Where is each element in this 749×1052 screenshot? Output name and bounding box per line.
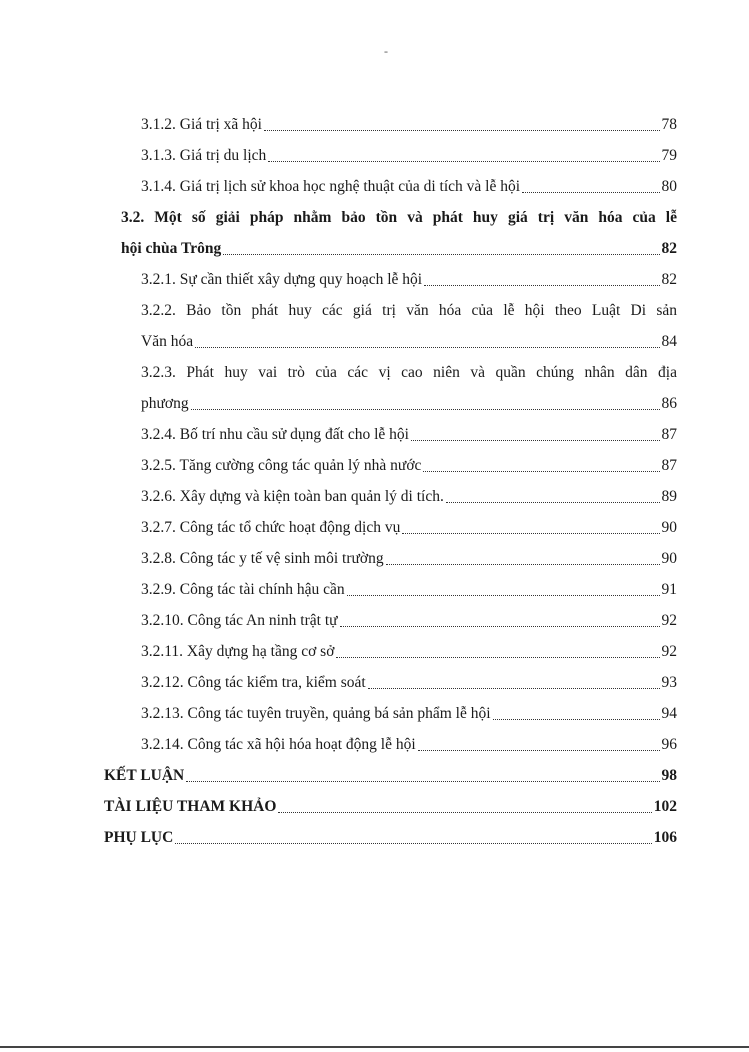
dot-leader: [347, 595, 660, 596]
toc-entry: [141, 514, 677, 542]
dot-leader: [368, 688, 660, 689]
toc-entry-page: 87: [661, 457, 677, 474]
toc-entry-page: 82: [661, 271, 677, 288]
toc-entry: [141, 266, 677, 294]
toc-entry-page: 84: [661, 333, 677, 350]
toc-entry-label: 3.1.3. Giá trị du lịch: [141, 147, 267, 164]
toc-entry-label: 3.2.14. Công tác xã hội hóa hoạt động lễ hội: [141, 736, 416, 753]
toc-entry-page: 79: [661, 147, 677, 164]
toc-entry: [141, 545, 677, 573]
toc-entry-label: hội chùa Trông: [121, 240, 222, 257]
toc-entry-page: 87: [661, 426, 677, 443]
toc-entry: [141, 421, 677, 449]
toc-entry-label: 3.2.3. Phát huy vai trò của các vị cao niên và quần chúng nhân dân địa: [141, 364, 677, 381]
dot-leader: [175, 843, 651, 844]
toc-entry: [141, 483, 677, 511]
toc-entry-label: TÀI LIỆU THAM KHẢO: [104, 798, 277, 815]
toc-entry-label: 3.2.4. Bố trí nhu cầu sử dụng đất cho lễ hội: [141, 426, 409, 443]
dot-leader: [278, 812, 651, 813]
toc-entry: [121, 235, 677, 263]
toc-entry-label: KẾT LUẬN: [104, 767, 185, 784]
toc-entry-label: 3.2.10. Công tác An ninh trật tự: [141, 612, 338, 629]
toc-entry-label: 3.2.1. Sự cần thiết xây dựng quy hoạch lễ hội: [141, 271, 423, 288]
dot-leader: [340, 626, 660, 627]
toc-entry: [141, 638, 677, 666]
dot-leader: [446, 502, 660, 503]
dot-leader: [264, 130, 660, 131]
dot-leader: [386, 564, 660, 565]
toc-entry: [141, 607, 677, 635]
toc-entry-label: 3.2.7. Công tác tổ chức hoạt động dịch vụ: [141, 519, 401, 536]
dot-leader: [268, 161, 659, 162]
toc-entry-label: phương: [141, 395, 189, 412]
toc-entry-label: 3.2. Một số giải pháp nhằm bảo tồn và phát huy giá trị văn hóa của lễ: [121, 209, 677, 226]
dot-leader: [336, 657, 659, 658]
toc-entry: [141, 452, 677, 480]
dot-leader: [195, 347, 659, 348]
toc-entry-label: 3.2.12. Công tác kiểm tra, kiểm soát: [141, 674, 366, 691]
toc-entry-label: 3.2.5. Tăng cường công tác quản lý nhà nước: [141, 457, 422, 474]
dot-leader: [493, 719, 660, 720]
toc-entry-label: PHỤ LỤC: [104, 829, 174, 846]
toc-entry: [141, 297, 677, 325]
dot-leader: [223, 254, 659, 255]
toc-entry-label: 3.2.11. Xây dựng hạ tầng cơ sở: [141, 643, 335, 660]
toc-entry: [141, 731, 677, 759]
dot-leader: [402, 533, 659, 534]
toc-entry-page: 90: [661, 519, 677, 536]
toc-entry: [141, 576, 677, 604]
toc-entry-label: 3.2.6. Xây dựng và kiện toàn ban quản lý di tích.: [141, 488, 444, 505]
toc-entry: [104, 793, 677, 821]
toc-entry-label: 3.2.2. Bảo tồn phát huy các giá trị văn hóa của lễ hội theo Luật Di sản: [141, 302, 677, 319]
toc-entry-page: 102: [653, 798, 677, 815]
toc-entry-page: 86: [661, 395, 677, 412]
toc-entry-page: 90: [661, 550, 677, 567]
dot-leader: [424, 285, 659, 286]
toc-entry-label: Văn hóa: [141, 333, 194, 350]
toc-entry: [141, 700, 677, 728]
toc-entry: [141, 142, 677, 170]
toc-entry-page: 89: [661, 488, 677, 505]
dot-leader: [191, 409, 660, 410]
toc-entry: [104, 762, 677, 790]
toc-entry: [141, 359, 677, 387]
toc-entry: [141, 390, 677, 418]
page-header-mark: -: [384, 44, 388, 58]
page-bottom-edge: [0, 1046, 749, 1048]
toc-entry-page: 80: [661, 178, 677, 195]
toc-entry: [104, 824, 677, 852]
toc-entry-label: 3.2.13. Công tác tuyên truyền, quảng bá sản phẩm lễ hội: [141, 705, 491, 722]
toc-entry-page: 92: [661, 612, 677, 629]
dot-leader: [522, 192, 659, 193]
toc-entry-label: 3.1.4. Giá trị lịch sử khoa học nghệ thuật của di tích và lễ hội: [141, 178, 521, 195]
toc-entry-page: 82: [661, 240, 677, 257]
toc-entry-page: 96: [661, 736, 677, 753]
toc-entry-page: 78: [661, 116, 677, 133]
toc-entry-label: 3.2.9. Công tác tài chính hậu cần: [141, 581, 345, 598]
toc-entry-page: 98: [661, 767, 677, 784]
toc-entry: [141, 111, 677, 139]
toc-entry-page: 93: [661, 674, 677, 691]
toc-entry: [141, 669, 677, 697]
toc-entry-page: 94: [661, 705, 677, 722]
toc-entry: [141, 328, 677, 356]
dot-leader: [418, 750, 660, 751]
toc-entry-page: 106: [653, 829, 677, 846]
toc-entry-page: 91: [661, 581, 677, 598]
toc-entry: [141, 173, 677, 201]
toc-entry-page: 92: [661, 643, 677, 660]
toc-entry-label: 3.2.8. Công tác y tế vệ sinh môi trường: [141, 550, 384, 567]
dot-leader: [186, 781, 659, 782]
dot-leader: [423, 471, 659, 472]
toc-entry-label: 3.1.2. Giá trị xã hội: [141, 116, 262, 133]
dot-leader: [411, 440, 660, 441]
toc-entry: [121, 204, 677, 232]
